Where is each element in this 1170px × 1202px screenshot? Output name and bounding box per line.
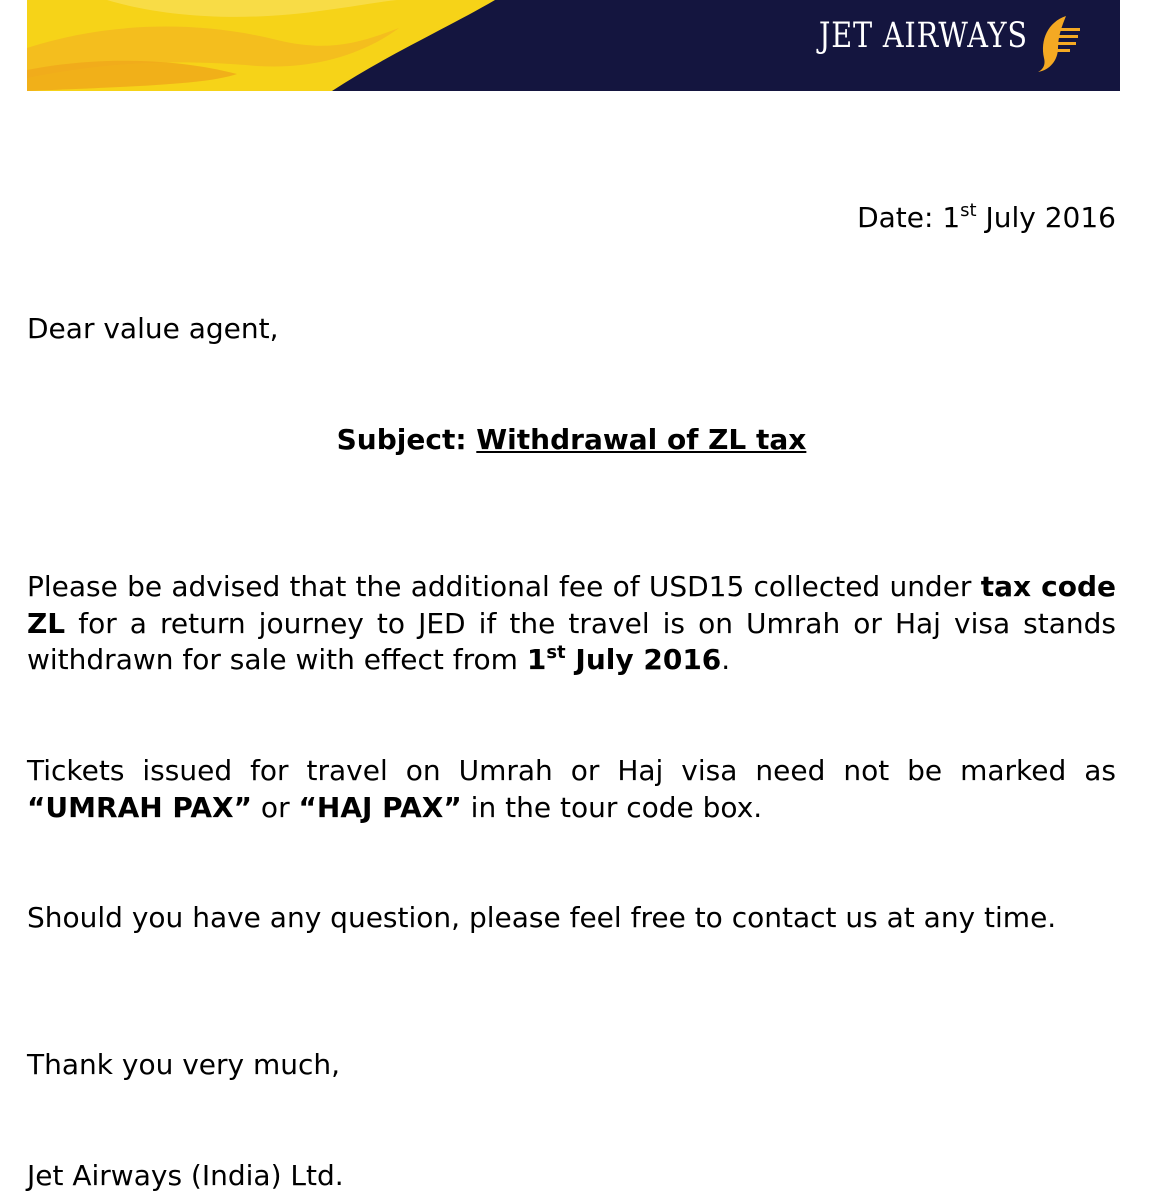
- signature: Jet Airways (India) Ltd.: [27, 1159, 344, 1192]
- header-banner: [27, 0, 1120, 91]
- subject-text: Withdrawal of ZL tax: [476, 423, 807, 456]
- closing-line: Thank you very much,: [27, 1048, 341, 1081]
- greeting: Dear value agent,: [27, 312, 279, 345]
- paragraph-ticket-marking: Tickets issued for travel on Umrah or Haj visa need not be marked as “UMRAH PAX” or “HAJ PAX” in the tour code box.: [27, 754, 1116, 824]
- letter-date: Date: 1st July 2016: [857, 200, 1116, 234]
- paragraph-contact: Should you have any question, please feel free to contact us at any time.: [27, 901, 1057, 934]
- brand-name: JET AIRWAYS: [818, 16, 1028, 56]
- sun-sail-icon: [1036, 14, 1082, 72]
- subject-label: Subject:: [336, 423, 477, 456]
- subject-line: [27, 422, 1116, 459]
- paragraph-withdrawal-notice: Please be advised that the additional fee of USD15 collected under tax code ZL for a return journey to JED if the travel is on Umrah or Haj visa stands withdrawn for sale with effect from 1st July 2016.: [27, 570, 1116, 677]
